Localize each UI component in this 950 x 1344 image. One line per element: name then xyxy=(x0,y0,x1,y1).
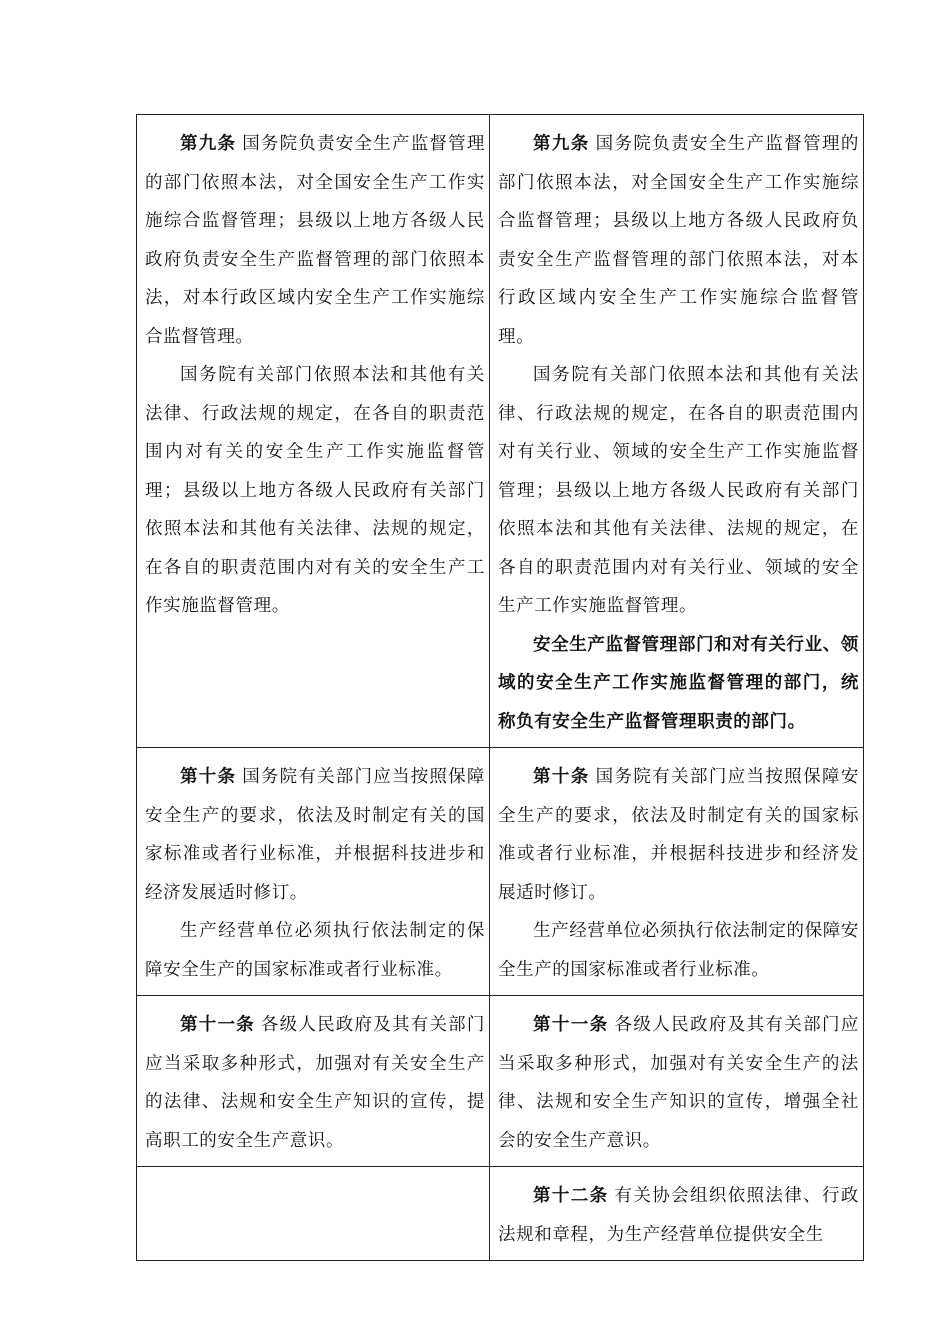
article-number: 第十一条 xyxy=(180,1015,255,1035)
paragraph xyxy=(498,1177,859,1254)
added-paragraph: 安全生产监督管理部门和对有关行业、领域的安全生产工作实施监督管理的部门，统称负有安全生产监督管理职责的部门。 xyxy=(498,634,859,732)
paragraph-text: 国务院负责安全生产监督管理的部门依照本法，对全国安全生产工作实施综合监督管理；县级以上地方各级人民政府负责安全生产监督管理的部门依照本法，对本行政区域内安全生产工作实施综合监督管理。 xyxy=(145,134,485,347)
paragraph-text: 有关协会组织依照法律、行政法规和章程，为生产经营单位提供安全生 xyxy=(498,1186,859,1245)
table-row-article-11 xyxy=(137,996,864,1167)
paragraph-text: 各级人民政府及其有关部门应当采取多种形式，加强对有关安全生产的法律、法规和安全生产知识的宣传，提高职工的安全生产意识。 xyxy=(145,1015,485,1151)
paragraph: 生产经营单位必须执行依法制定的保障安全生产的国家标准或者行业标准。 xyxy=(498,921,859,980)
paragraph xyxy=(145,125,485,356)
table-row-article-12 xyxy=(137,1167,864,1261)
old-text-cell xyxy=(137,115,490,748)
article-number: 第十二条 xyxy=(533,1186,609,1206)
paragraph-text: 国务院有关部门应当按照保障安全生产的要求，依法及时制定有关的国家标准或者行业标准，并根据科技进步和经济发展适时修订。 xyxy=(145,767,485,903)
old-text-cell xyxy=(137,748,490,996)
paragraph-text: 各级人民政府及其有关部门应当采取多种形式，加强对有关安全生产的法律、法规和安全生产知识的宣传，增强全社会的安全生产意识。 xyxy=(498,1015,859,1151)
table-row-article-9 xyxy=(137,115,864,748)
table-row-article-10 xyxy=(137,748,864,996)
paragraph xyxy=(498,758,859,912)
new-text-cell xyxy=(490,748,864,996)
old-text-cell-empty xyxy=(137,1167,490,1261)
new-text-cell xyxy=(490,115,864,748)
article-number: 第十条 xyxy=(533,767,590,787)
paragraph xyxy=(145,758,485,912)
paragraph xyxy=(145,1006,485,1160)
article-number: 第九条 xyxy=(533,134,590,154)
new-text-cell xyxy=(490,1167,864,1261)
paragraph xyxy=(498,125,859,356)
paragraph: 国务院有关部门依照本法和其他有关法律、行政法规的规定，在各自的职责范围内对有关行业、领域的安全生产工作实施监督管理；县级以上地方各级人民政府有关部门依照本法和其他有关法律、法规的规定，在各自的职责范围内对有关行业、领域的安全生产工作实施监督管理。 xyxy=(498,365,859,616)
paragraph xyxy=(498,1006,859,1160)
old-text-cell xyxy=(137,996,490,1167)
article-number: 第九条 xyxy=(180,134,237,154)
paragraph-text: 国务院负责安全生产监督管理的部门依照本法，对全国安全生产工作实施综合监督管理；县级以上地方各级人民政府负责安全生产监督管理的部门依照本法，对本行政区域内安全生产工作实施综合监督管理。 xyxy=(498,134,859,347)
paragraph-text: 国务院有关部门应当按照保障安全生产的要求，依法及时制定有关的国家标准或者行业标准，并根据科技进步和经济发展适时修订。 xyxy=(498,767,859,903)
article-number: 第十条 xyxy=(180,767,237,787)
paragraph: 生产经营单位必须执行依法制定的保障安全生产的国家标准或者行业标准。 xyxy=(145,921,485,980)
comparison-table xyxy=(136,114,864,1261)
article-number: 第十一条 xyxy=(533,1015,609,1035)
new-text-cell xyxy=(490,996,864,1167)
paragraph: 国务院有关部门依照本法和其他有关法律、行政法规的规定，在各自的职责范围内对有关的安全生产工作实施监督管理；县级以上地方各级人民政府有关部门依照本法和其他有关法律、法规的规定，在各自的职责范围内对有关的安全生产工作实施监督管理。 xyxy=(145,365,485,616)
